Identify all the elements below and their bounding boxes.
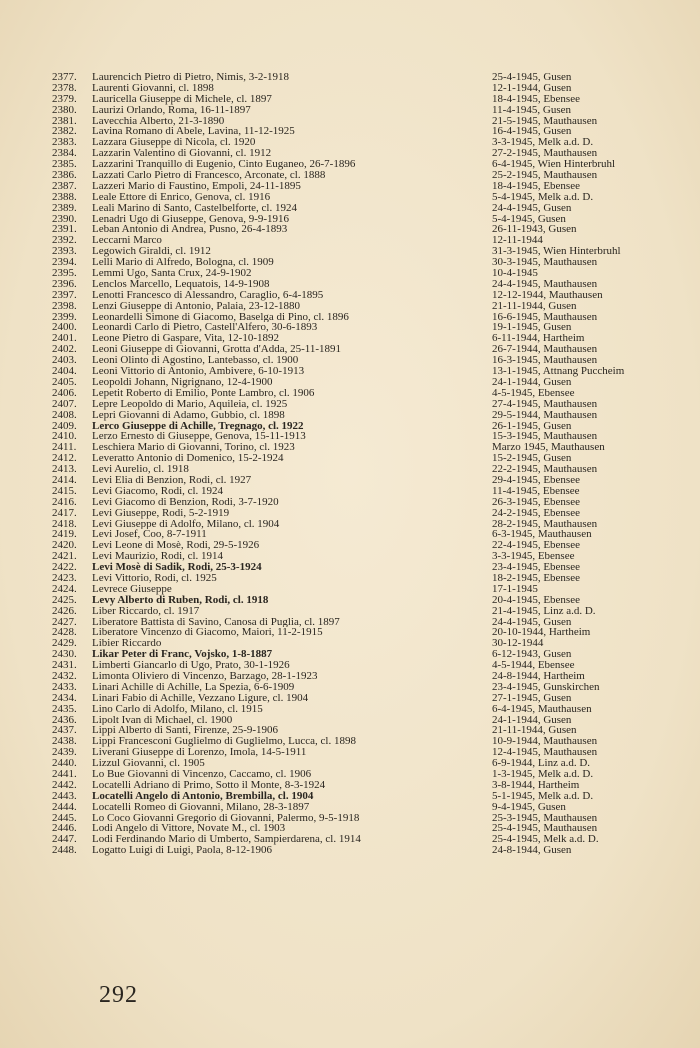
entry-name: Leopoldi Johann, Nigrignano, 12-4-1900 (92, 376, 273, 388)
list-item (52, 802, 672, 813)
entry-camp: 21-11-1944, Gusen (492, 300, 577, 312)
entry-number: 2395. (52, 267, 77, 280)
entry-camp: 26-3-1945, Ebensee (492, 496, 580, 508)
entry-name: Lenzi Giuseppe di Antonio, Palaia, 23-12-1880 (92, 300, 301, 312)
entry-camp: 5-4-1945, Melk a.d. D. (492, 191, 594, 203)
entry-name: Logatto Luigi di Luigi, Paola, 8-12-1906 (92, 845, 272, 857)
list-item (52, 606, 672, 617)
list-item (52, 682, 672, 693)
list-item (52, 823, 672, 834)
entry-camp: 29-5-1944, Mauthausen (492, 409, 598, 421)
entry-camp: 28-2-1945, Mauthausen (492, 518, 598, 530)
entry-camp: 1-3-1945, Melk a.d. D. (492, 769, 594, 780)
list-item (52, 83, 672, 94)
entry-number: 2407. (52, 397, 77, 410)
entry-name: Leale Ettore di Enrico, Genova, cl. 1916 (92, 191, 271, 203)
entry-name: Leban Antonio di Andrea, Pusno, 26-4-1893 (92, 224, 288, 236)
entry-camp: 4-5-1945, Ebensee (492, 387, 575, 399)
entry-camp: 24-4-1945, Mauthausen (492, 278, 598, 290)
entry-number: 2432. (52, 669, 77, 682)
list-item (52, 148, 672, 159)
list-item (52, 845, 672, 856)
entry-name: Lo Coco Giovanni Gregorio di Giovanni, Palermo, 9-5-1918 (92, 812, 360, 824)
entry-name: Libier Riccardo (92, 638, 162, 650)
entry-number: 2424. (52, 582, 77, 595)
entry-number: 2384. (52, 147, 77, 160)
entry-name: Lazzarini Tranquillo di Eugenio, Cinto Euganeo, 26-7-1896 (92, 159, 356, 171)
entry-name: Lerco Giuseppe di Achille, Tregnago, cl. 1922 (92, 420, 304, 432)
list-item (52, 257, 672, 268)
entry-camp: 18-4-1945, Ebensee (492, 180, 580, 192)
list-item (52, 333, 672, 344)
list-item (52, 617, 672, 628)
list-item (52, 497, 672, 508)
entry-camp: 26-11-1943, Gusen (492, 224, 577, 236)
entry-camp: 6-4-1945, Wien Hinterbruhl (492, 159, 616, 171)
list-item (52, 72, 672, 83)
list-item (52, 431, 672, 442)
entry-name: Limonta Oliviero di Vincenzo, Barzago, 28-1-1923 (92, 670, 318, 682)
entry-camp: 24-2-1945, Ebensee (492, 507, 580, 519)
list-item (52, 421, 672, 432)
entry-name: Locatelli Adriano di Primo, Sotto il Monte, 8-3-1924 (92, 779, 326, 791)
entry-camp: 15-3-1945, Mauthausen (492, 431, 598, 443)
entry-number: 2391. (52, 223, 77, 236)
entry-number: 2393. (52, 245, 77, 258)
entry-camp: 12-12-1944, Mauthausen (492, 289, 603, 301)
entry-name: Leccarni Marco (92, 235, 162, 247)
entry-name: Levi Vittorio, Rodi, cl. 1925 (92, 572, 217, 584)
entry-camp: 12-4-1945, Mauthausen (492, 747, 598, 759)
list-item (52, 268, 672, 279)
entry-number: 2389. (52, 201, 77, 214)
deportee-list (52, 72, 672, 856)
entry-number: 2404. (52, 365, 77, 378)
entry-name: Levi Maurizio, Rodi, cl. 1914 (92, 551, 224, 563)
entry-name: Lodi Angelo di Vittore, Novate M., cl. 1903 (92, 823, 286, 835)
entry-name: Levy Alberto di Ruben, Rodi, cl. 1918 (92, 594, 269, 606)
entry-number: 2400. (52, 321, 77, 334)
entry-number: 2447. (52, 833, 77, 846)
entry-camp: 16-6-1945, Mauthausen (492, 311, 598, 323)
entry-name: Laurencich Pietro di Pietro, Nimis, 3-2-1918 (92, 72, 290, 83)
entry-number: 2396. (52, 277, 77, 290)
entry-number: 2381. (52, 114, 77, 127)
list-item (52, 399, 672, 410)
entry-number: 2423. (52, 571, 77, 584)
entry-camp: 15-2-1945, Gusen (492, 453, 572, 465)
entry-camp: 16-3-1945, Mauthausen (492, 355, 598, 367)
entry-camp: 9-4-1945, Gusen (492, 801, 566, 813)
page-number: 292 (99, 982, 138, 1008)
entry-name: Lazzeri Mario di Faustino, Empoli, 24-11-1895 (92, 180, 301, 192)
entry-camp: 25-2-1945, Mauthausen (492, 170, 598, 181)
entry-camp: 23-4-1945, Gunskirchen (492, 681, 600, 693)
entry-name: Lavina Romano di Abele, Lavina, 11-12-1925 (92, 126, 295, 138)
entry-name: Lenclos Marcello, Lequatois, 14-9-1908 (92, 278, 270, 290)
list-item (52, 627, 672, 638)
entry-name: Lipolt Ivan di Michael, cl. 1900 (92, 714, 233, 726)
entry-camp: 26-1-1945, Gusen (492, 420, 572, 432)
entry-number: 2394. (52, 256, 77, 269)
entry-name: Lo Bue Giovanni di Vincenzo, Caccamo, cl. 1906 (92, 769, 312, 780)
entry-name: Levi Giacomo di Benzion, Rodi, 3-7-1920 (92, 496, 279, 508)
entry-number: 2418. (52, 517, 77, 530)
entry-name: Liber Riccardo, cl. 1917 (92, 605, 200, 617)
entry-number: 2433. (52, 680, 77, 693)
entry-camp: 6-11-1944, Hartheim (492, 333, 585, 345)
entry-number: 2411. (52, 441, 77, 454)
entry-name: Levi Leone di Mosè, Rodi, 29-5-1926 (92, 540, 260, 552)
entry-number: 2442. (52, 778, 77, 791)
entry-name: Lauricella Giuseppe di Michele, cl. 1897 (92, 93, 272, 105)
entry-number: 2425. (52, 593, 77, 606)
entry-number: 2414. (52, 473, 77, 486)
list-item (52, 551, 672, 562)
entry-number: 2434. (52, 691, 77, 704)
list-item (52, 312, 672, 323)
entry-number: 2397. (52, 288, 77, 301)
entry-name: Leoni Vittorio di Antonio, Ambivere, 6-10-1913 (92, 366, 305, 377)
entry-camp: 25-4-1945, Gusen (492, 72, 572, 83)
list-item (52, 355, 672, 366)
list-item (52, 508, 672, 519)
entry-name: Lazzara Giuseppe di Nicola, cl. 1920 (92, 137, 256, 149)
list-item (52, 715, 672, 726)
entry-name: Leoni Giuseppe di Giovanni, Grotta d'Adda, 25-11-1891 (92, 344, 342, 356)
entry-camp: 6-4-1945, Mauthausen (492, 703, 592, 715)
entry-camp: 6-9-1944, Linz a.d. D. (492, 758, 591, 769)
list-item (52, 540, 672, 551)
entry-camp: 24-8-1944, Hartheim (492, 670, 585, 682)
list-item (52, 290, 672, 301)
list-item (52, 671, 672, 682)
entry-number: 2406. (52, 386, 77, 399)
list-item (52, 704, 672, 715)
list-item (52, 693, 672, 704)
entry-number: 2430. (52, 648, 77, 661)
list-item (52, 573, 672, 584)
entry-number: 2419. (52, 528, 77, 541)
entry-camp: 27-4-1945, Mauthausen (492, 398, 598, 410)
entry-name: Levrece Giuseppe (92, 583, 172, 595)
entry-name: Laurenti Giovanni, cl. 1898 (92, 82, 214, 94)
entry-name: Lerzo Ernesto di Giuseppe, Genova, 15-11-1913 (92, 431, 306, 443)
entry-number: 2405. (52, 375, 77, 388)
entry-camp: 6-12-1943, Gusen (492, 649, 572, 661)
entry-camp: 12-1-1944, Gusen (492, 82, 572, 94)
entry-number: 2422. (52, 561, 77, 574)
entry-number: 2431. (52, 659, 77, 672)
entry-number: 2382. (52, 125, 77, 138)
entry-number: 2403. (52, 354, 77, 367)
entry-number: 2417. (52, 506, 77, 519)
entry-camp: 25-4-1945, Mauthausen (492, 823, 598, 835)
list-item (52, 137, 672, 148)
list-item (52, 758, 672, 769)
entry-name: Lepri Giovanni di Adamo, Gubbio, cl. 1898 (92, 409, 285, 421)
entry-number: 2429. (52, 637, 77, 650)
entry-camp: 21-4-1945, Linz a.d. D. (492, 605, 596, 617)
list-item (52, 214, 672, 225)
list-item (52, 279, 672, 290)
entry-camp: 10-4-1945 (492, 268, 538, 279)
entry-name: Lelli Mario di Alfredo, Bologna, cl. 1909 (92, 257, 274, 269)
list-item (52, 649, 672, 660)
entry-camp: 31-3-1945, Wien Hinterbruhl (492, 246, 621, 258)
entry-number: 2416. (52, 495, 77, 508)
entry-camp: 3-8-1944, Hartheim (492, 779, 580, 791)
list-item (52, 203, 672, 214)
list-item (52, 660, 672, 671)
entry-name: Locatelli Angelo di Antonio, Brembilla, cl. 1904 (92, 790, 314, 802)
entry-name: Levi Giuseppe, Rodi, 5-2-1919 (92, 507, 230, 519)
list-item (52, 453, 672, 464)
entry-number: 2377. (52, 71, 77, 83)
entry-camp: 24-8-1944, Gusen (492, 845, 572, 857)
entry-number: 2380. (52, 103, 77, 116)
entry-camp: 25-4-1945, Melk a.d. D. (492, 834, 599, 846)
list-item (52, 126, 672, 137)
entry-number: 2412. (52, 452, 77, 465)
entry-camp: 5-4-1945, Gusen (492, 213, 566, 225)
list-item (52, 475, 672, 486)
entry-camp: 30-3-1945, Mauthausen (492, 257, 598, 269)
list-item (52, 159, 672, 170)
entry-camp: 5-1-1945, Melk a.d. D. (492, 790, 594, 802)
entry-name: Lenotti Francesco di Alessandro, Caraglio, 6-4-1895 (92, 289, 324, 301)
entry-camp: 30-12-1944 (492, 638, 544, 650)
entry-name: Likar Peter di Franc, Vojsko, 1-8-1887 (92, 649, 273, 661)
entry-camp: 20-4-1945, Ebensee (492, 594, 580, 606)
entry-number: 2439. (52, 746, 77, 759)
entry-camp: 18-4-1945, Ebensee (492, 93, 580, 105)
entry-number: 2401. (52, 332, 77, 345)
entry-camp: 24-1-1944, Gusen (492, 714, 572, 726)
list-item (52, 388, 672, 399)
entry-name: Lazzarin Valentino di Giovanni, cl. 1912 (92, 148, 272, 160)
entry-name: Levi Giacomo, Rodi, cl. 1924 (92, 485, 224, 497)
entry-camp: 23-4-1945, Ebensee (492, 562, 580, 573)
list-item (52, 736, 672, 747)
list-item (52, 486, 672, 497)
entry-name: Lavecchia Alberto, 21-3-1890 (92, 115, 225, 127)
entry-name: Lino Carlo di Adolfo, Milano, cl. 1915 (92, 703, 263, 715)
entry-camp: 17-1-1945 (492, 583, 538, 595)
list-item (52, 747, 672, 758)
entry-number: 2399. (52, 310, 77, 323)
list-item (52, 813, 672, 824)
list-item (52, 377, 672, 388)
list-item (52, 529, 672, 540)
entry-camp: 22-2-1945, Mauthausen (492, 464, 598, 475)
list-item (52, 725, 672, 736)
entry-camp: 11-4-1945, Gusen (492, 104, 572, 116)
entry-camp: Marzo 1945, Mauthausen (492, 442, 605, 454)
entry-number: 2413. (52, 463, 77, 476)
entry-camp: 20-10-1944, Hartheim (492, 627, 591, 639)
entry-camp: 18-2-1945, Ebensee (492, 572, 580, 584)
entry-number: 2398. (52, 299, 77, 312)
entry-number: 2441. (52, 768, 77, 780)
entry-camp: 22-4-1945, Ebensee (492, 540, 580, 552)
entry-number: 2435. (52, 702, 77, 715)
list-item (52, 562, 672, 573)
entry-camp: 6-3-1945, Mauthausen (492, 529, 592, 541)
list-item (52, 780, 672, 791)
entry-name: Lodi Ferdinando Mario di Umberto, Sampierdarena, cl. 1914 (92, 834, 361, 846)
entry-number: 2445. (52, 811, 77, 824)
entry-name: Leveratto Antonio di Domenico, 15-2-1924 (92, 453, 284, 465)
entry-number: 2378. (52, 81, 77, 94)
entry-number: 2410. (52, 430, 77, 443)
entry-camp: 3-3-1945, Ebensee (492, 551, 575, 563)
list-item (52, 638, 672, 649)
list-item (52, 834, 672, 845)
entry-number: 2383. (52, 136, 77, 149)
list-item (52, 519, 672, 530)
entry-number: 2444. (52, 800, 77, 813)
entry-number: 2387. (52, 179, 77, 192)
entry-number: 2415. (52, 484, 77, 497)
entry-number: 2386. (52, 169, 77, 182)
list-item (52, 595, 672, 606)
entry-name: Levi Josef, Coo, 8-7-1911 (92, 529, 207, 541)
entry-camp: 21-11-1944, Gusen (492, 725, 577, 737)
entry-camp: 13-1-1945, Attnang Puccheim (492, 366, 625, 377)
list-item (52, 410, 672, 421)
entry-camp: 24-1-1944, Gusen (492, 376, 572, 388)
entry-number: 2420. (52, 539, 77, 552)
entry-name: Liverani Giuseppe di Lorenzo, Imola, 14-5-1911 (92, 747, 307, 759)
entry-camp: 27-1-1945, Gusen (492, 692, 572, 704)
entry-number: 2421. (52, 550, 77, 563)
list-item (52, 366, 672, 377)
list-item (52, 344, 672, 355)
entry-number: 2385. (52, 158, 77, 171)
entry-camp: 25-3-1945, Mauthausen (492, 812, 598, 824)
entry-number: 2388. (52, 190, 77, 203)
entry-name: Liberatore Battista di Savino, Canosa di Puglia, cl. 1897 (92, 616, 340, 628)
entry-name: Lenadri Ugo di Giuseppe, Genova, 9-9-1916 (92, 213, 290, 225)
entry-camp: 16-4-1945, Gusen (492, 126, 572, 138)
entry-name: Limberti Giancarlo di Ugo, Prato, 30-1-1926 (92, 660, 290, 671)
entry-name: Levi Giuseppe di Adolfo, Milano, cl. 1904 (92, 518, 280, 530)
list-item (52, 224, 672, 235)
entry-camp: 26-7-1944, Mauthausen (492, 344, 598, 356)
entry-number: 2426. (52, 604, 77, 617)
entry-name: Locatelli Romeo di Giovanni, Milano, 28-3-1897 (92, 801, 310, 813)
entry-name: Liberatore Vincenzo di Giacomo, Maiori, 11-2-1915 (92, 627, 323, 639)
entry-name: Leone Pietro di Gaspare, Vita, 12-10-1892 (92, 333, 280, 345)
entry-number: 2428. (52, 626, 77, 639)
list-item (52, 769, 672, 780)
entry-camp: 27-2-1945, Mauthausen (492, 148, 598, 160)
list-item (52, 116, 672, 127)
entry-number: 2379. (52, 92, 77, 105)
entry-name: Lippi Francesconi Guglielmo di Guglielmo, Lucca, cl. 1898 (92, 736, 356, 748)
entry-name: Leonardi Carlo di Pietro, Castell'Alfero, 30-6-1893 (92, 322, 318, 334)
list-item (52, 94, 672, 105)
list-item (52, 235, 672, 246)
entry-name: Leschiera Mario di Giovanni, Torino, cl. 1923 (92, 442, 295, 454)
entry-number: 2446. (52, 822, 77, 835)
entry-number: 2438. (52, 735, 77, 748)
list-item (52, 442, 672, 453)
entry-number: 2427. (52, 615, 77, 628)
entry-name: Lazzati Carlo Pietro di Francesco, Arconate, cl. 1888 (92, 170, 326, 181)
entry-name: Legowich Giraldi, cl. 1912 (92, 246, 211, 258)
entry-name: Lippi Alberto di Santi, Firenze, 25-9-1906 (92, 725, 279, 737)
list-item (52, 301, 672, 312)
entry-name: Levi Aurelio, cl. 1918 (92, 464, 189, 475)
list-item (52, 181, 672, 192)
entry-camp: 19-1-1945, Gusen (492, 322, 572, 334)
entry-name: Lepre Leopoldo di Mario, Aquileia, cl. 1925 (92, 398, 288, 410)
entry-number: 2409. (52, 419, 77, 432)
entry-number: 2392. (52, 234, 77, 247)
entry-camp: 24-4-1945, Gusen (492, 616, 572, 628)
entry-number: 2436. (52, 713, 77, 726)
entry-name: Levi Mosè di Sadik, Rodi, 25-3-1924 (92, 562, 262, 573)
list-item (52, 584, 672, 595)
entry-name: Lemmi Ugo, Santa Crux, 24-9-1902 (92, 268, 252, 279)
entry-camp: 11-4-1945, Ebensee (492, 485, 580, 497)
list-item (52, 464, 672, 475)
entry-name: Lizzul Giovanni, cl. 1905 (92, 758, 205, 769)
entry-name: Leoni Olinto di Agostino, Lantebasso, cl. 1900 (92, 355, 299, 367)
list-item (52, 322, 672, 333)
entry-number: 2443. (52, 789, 77, 802)
entry-name: Leonardelli Simone di Giacomo, Baselga di Pino, cl. 1896 (92, 311, 349, 323)
entry-number: 2402. (52, 343, 77, 356)
entry-camp: 4-5-1944, Ebensee (492, 660, 575, 671)
entry-name: Lepetit Roberto di Emilio, Ponte Lambro, cl. 1906 (92, 387, 315, 399)
list-item (52, 192, 672, 203)
entry-camp: 12-11-1944 (492, 235, 543, 247)
entry-number: 2440. (52, 757, 77, 770)
entry-name: Linari Achille di Achille, La Spezia, 6-6-1909 (92, 681, 295, 693)
list-item (52, 791, 672, 802)
entry-number: 2437. (52, 724, 77, 737)
entry-number: 2390. (52, 212, 77, 225)
entry-camp: 29-4-1945, Ebensee (492, 474, 580, 486)
entry-name: Laurizi Orlando, Roma, 16-11-1897 (92, 104, 251, 116)
list-item (52, 105, 672, 116)
list-item (52, 246, 672, 257)
entry-name: Leali Marino di Santo, Castelbelforte, cl. 1924 (92, 202, 297, 214)
entry-camp: 24-4-1945, Gusen (492, 202, 572, 214)
entry-number: 2408. (52, 408, 77, 421)
entry-name: Levi Elia di Benzion, Rodi, cl. 1927 (92, 474, 252, 486)
entry-name: Linari Fabio di Achille, Vezzano Ligure, cl. 1904 (92, 692, 309, 704)
entry-camp: 21-5-1945, Mauthausen (492, 115, 598, 127)
list-item (52, 170, 672, 181)
entry-number: 2448. (52, 844, 77, 857)
entry-camp: 10-9-1944, Mauthausen (492, 736, 598, 748)
entry-camp: 3-3-1945, Melk a.d. D. (492, 137, 594, 149)
